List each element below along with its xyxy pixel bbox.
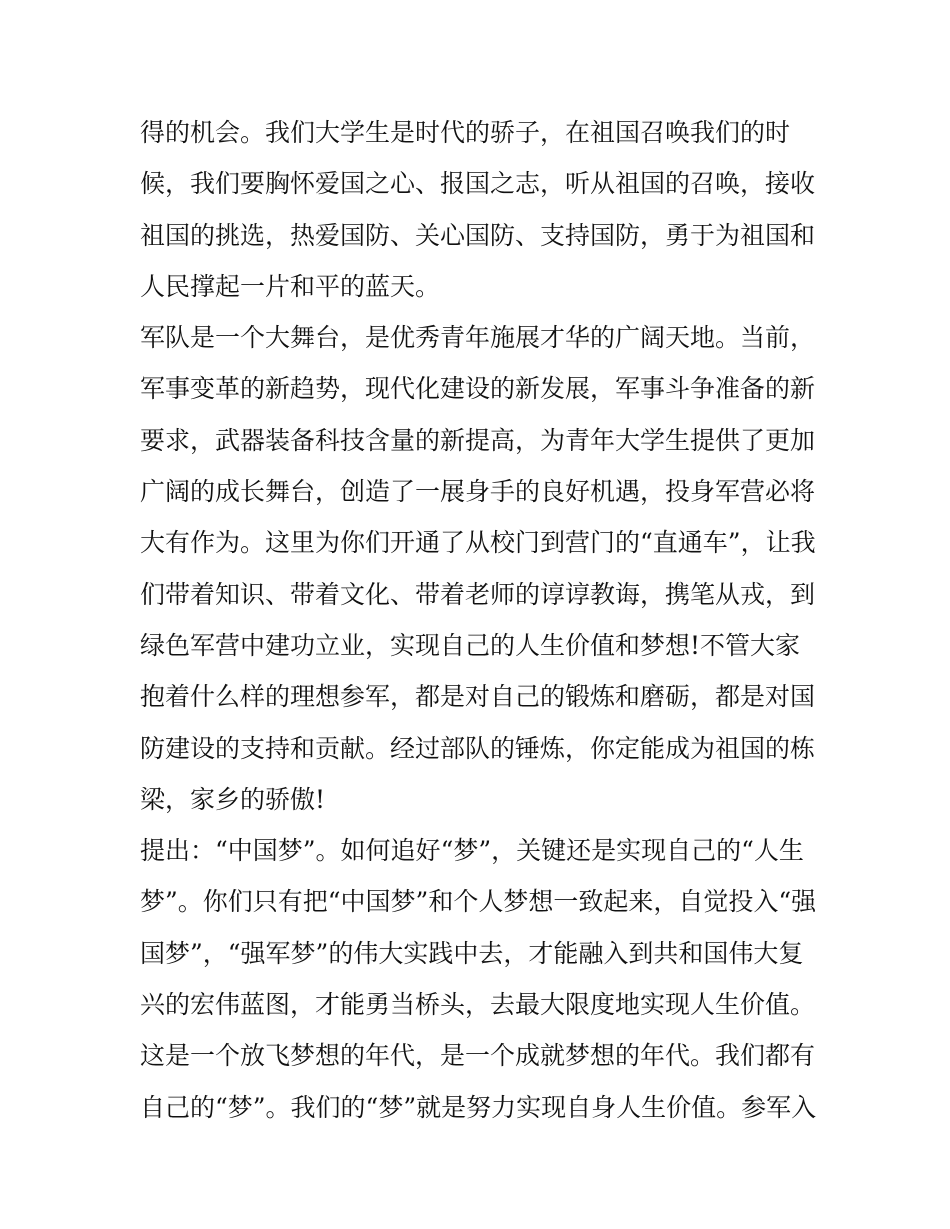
- text-line: 候，我们要胸怀爱国之心、报国之志，听从祖国的召唤，接收: [140, 169, 816, 199]
- text-line: 兴的宏伟蓝图，才能勇当桥头，去最大限度地实现人生价值。: [140, 990, 816, 1020]
- text-line: 绿色军营中建功立业，实现自己的人生价值和梦想!不管大家: [140, 630, 801, 660]
- text-line: 们带着知识、带着文化、带着老师的谆谆教诲，携笔从戎，到: [140, 579, 816, 609]
- text-line: 祖国的挑选，热爱国防、关心国防、支持国防，勇于为祖国和: [140, 220, 816, 250]
- text-line: 提出：“中国梦”。如何追好“梦”，关键还是实现自己的“人生: [140, 836, 804, 866]
- text-line: 大有作为。这里为你们开通了从校门到营门的“直通车”，让我: [140, 528, 816, 558]
- text-line: 军事变革的新趋势，现代化建设的新发展，军事斗争准备的新: [140, 374, 816, 404]
- text-line: 要求，武器装备科技含量的新提高，为青年大学生提供了更加: [140, 425, 816, 455]
- text-line: 抱着什么样的理想参军，都是对自己的锻炼和磨砺，都是对国: [140, 682, 816, 712]
- text-line: 防建设的支持和贡献。经过部队的锤炼，你定能成为祖国的栋: [140, 733, 816, 763]
- body-text: [140, 107, 820, 1133]
- text-line: 梁，家乡的骄傲!: [140, 784, 326, 814]
- text-line: 得的机会。我们大学生是时代的骄子，在祖国召唤我们的时: [140, 118, 791, 147]
- text-line: 广阔的成长舞台，创造了一展身手的良好机遇，投身军营必将: [140, 477, 816, 507]
- text-line: 人民撑起一片和平的蓝天。: [140, 271, 441, 301]
- text-line: 自己的“梦”。我们的“梦”就是努力实现自身人生价值。参军入: [140, 1092, 817, 1122]
- text-line: 军队是一个大舞台，是优秀青年施展才华的广阔天地。当前，: [140, 323, 816, 353]
- text-line: 梦”。你们只有把“中国梦”和个人梦想一致起来，自觉投入“强: [140, 887, 817, 917]
- text-line: 国梦”，“强军梦”的伟大实践中去，才能融入到共和国伟大复: [140, 938, 804, 968]
- text-line: 这是一个放飞梦想的年代，是一个成就梦想的年代。我们都有: [140, 1041, 816, 1071]
